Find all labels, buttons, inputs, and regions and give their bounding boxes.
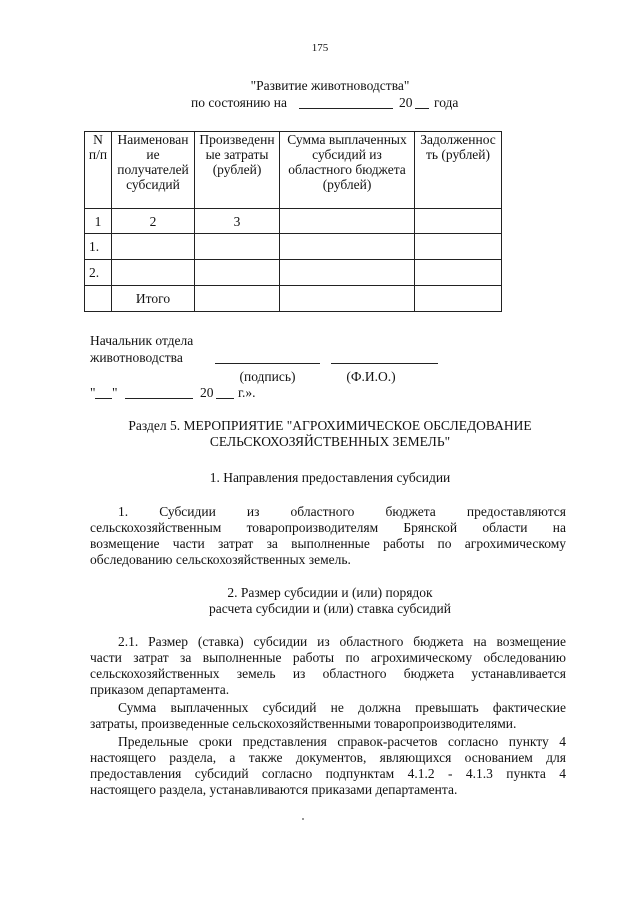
table-cell [415,286,502,312]
date-year-prefix: 20 [200,385,214,400]
table-row [85,260,502,286]
date-open-quote: " [90,385,96,400]
report-date-suffix: года [434,95,459,110]
paragraph-2-3-line: настоящего раздела, а также документов, являющихся основанием для [90,750,566,765]
paragraph-2-2-line: Сумма выплаченных субсидий не должна превышать фактические [118,700,566,715]
signature-line [215,363,320,364]
name-caption: (Ф.И.О.) [346,369,396,384]
table-cell [195,234,280,260]
section5-title-line1: Раздел 5. МЕРОПРИЯТИЕ "АГРОХИМИЧЕСКОЕ ОБСЛЕДОВАНИЕ [128,418,532,433]
table-row [85,234,502,260]
table-cell [415,234,502,260]
table-row-total [85,286,502,312]
table-cell [195,286,280,312]
table-cell [85,286,112,312]
paragraph-2-1-line: части затрат за выполненные работы по агрохимическому обследованию [90,650,566,665]
table-cell: 3 [195,209,280,234]
subsection1-heading: 1. Направления предоставления субсидии [209,470,451,485]
paragraph-1-line: возмещение части затрат за выполненные работы по агрохимическому [90,536,566,551]
table-cell [195,260,280,286]
signature-caption: (подпись) [239,369,296,384]
table-cell: 2. [85,260,112,286]
header-debt: Задолженнос ть (рублей) [415,132,502,209]
paragraph-2-1-line: сельскохозяйственных земель из областного бюджета устанавливается [90,666,566,681]
table-row [85,209,502,234]
date-day-line [95,398,112,399]
date-close-quote: " [112,385,118,400]
table-cell: 2 [112,209,195,234]
table-cell [280,286,415,312]
header-expenses: Произведенн ые затраты (рублей) [195,132,280,209]
table-cell-total-label: Итого [112,286,195,312]
table-header-row [85,132,502,209]
header-recipient: Наименован ие получателей субсидий [112,132,195,209]
subsection2-heading-line1: 2. Размер субсидии и (или) порядок [227,585,433,600]
date-blank-line [299,108,393,109]
date-year-line [216,398,234,399]
date-month-line [125,398,193,399]
header-number: N п/п [85,132,112,209]
paragraph-2-1-line: 2.1. Размер (ставка) субсидии из областного бюджета на возмещение [118,634,566,649]
scan-speck [302,818,304,820]
date-ending: г.». [238,385,256,400]
page-number: 175 [311,42,329,54]
signature-position-line2: животноводства [90,350,183,365]
header-paid-subsidies: Сумма выплаченных субсидий из областного бюджета (рублей) [280,132,415,209]
year-blank-line [415,108,429,109]
table-cell [415,209,502,234]
table-cell [112,234,195,260]
table-cell [415,260,502,286]
table-cell: 1. [85,234,112,260]
paragraph-2-3-line: настоящего раздела, устанавливаются приказами департамента. [90,782,458,797]
paragraph-2-2-line: затраты, произведенные сельскохозяйственными товаропроизводителями. [90,716,517,731]
table-cell [112,260,195,286]
signature-position-line1: Начальник отдела [90,333,194,348]
name-line [331,363,438,364]
paragraph-2-3-line: Предельные сроки представления справок-расчетов согласно пункту 4 [118,734,566,749]
section5-title-line2: СЕЛЬСКОХОЗЯЙСТВЕННЫХ ЗЕМЕЛЬ" [209,434,451,449]
table-cell [280,234,415,260]
report-date-year: 20 [399,95,413,110]
report-date-prefix: по состоянию на [191,95,287,110]
paragraph-1-line: сельскохозяйственным товаропроизводителям Брянской области на [90,520,566,535]
paragraph-1-line: обследованию сельскохозяйственных земель. [90,552,351,567]
paragraph-1-line: 1. Субсидии из областного бюджета предоставляются [118,504,566,519]
paragraph-2-3-line: предоставления субсидий согласно подпунктам 4.1.2 - 4.1.3 пункта 4 [90,766,566,781]
paragraph-2-1-line: приказом департамента. [90,682,230,697]
table-cell: 1 [85,209,112,234]
report-title: "Развитие животноводства" [250,78,410,93]
table-cell [280,260,415,286]
table-cell [280,209,415,234]
subsection2-heading-line2: расчета субсидии и (или) ставка субсидий [209,601,451,616]
subsidy-report-table [84,131,502,312]
